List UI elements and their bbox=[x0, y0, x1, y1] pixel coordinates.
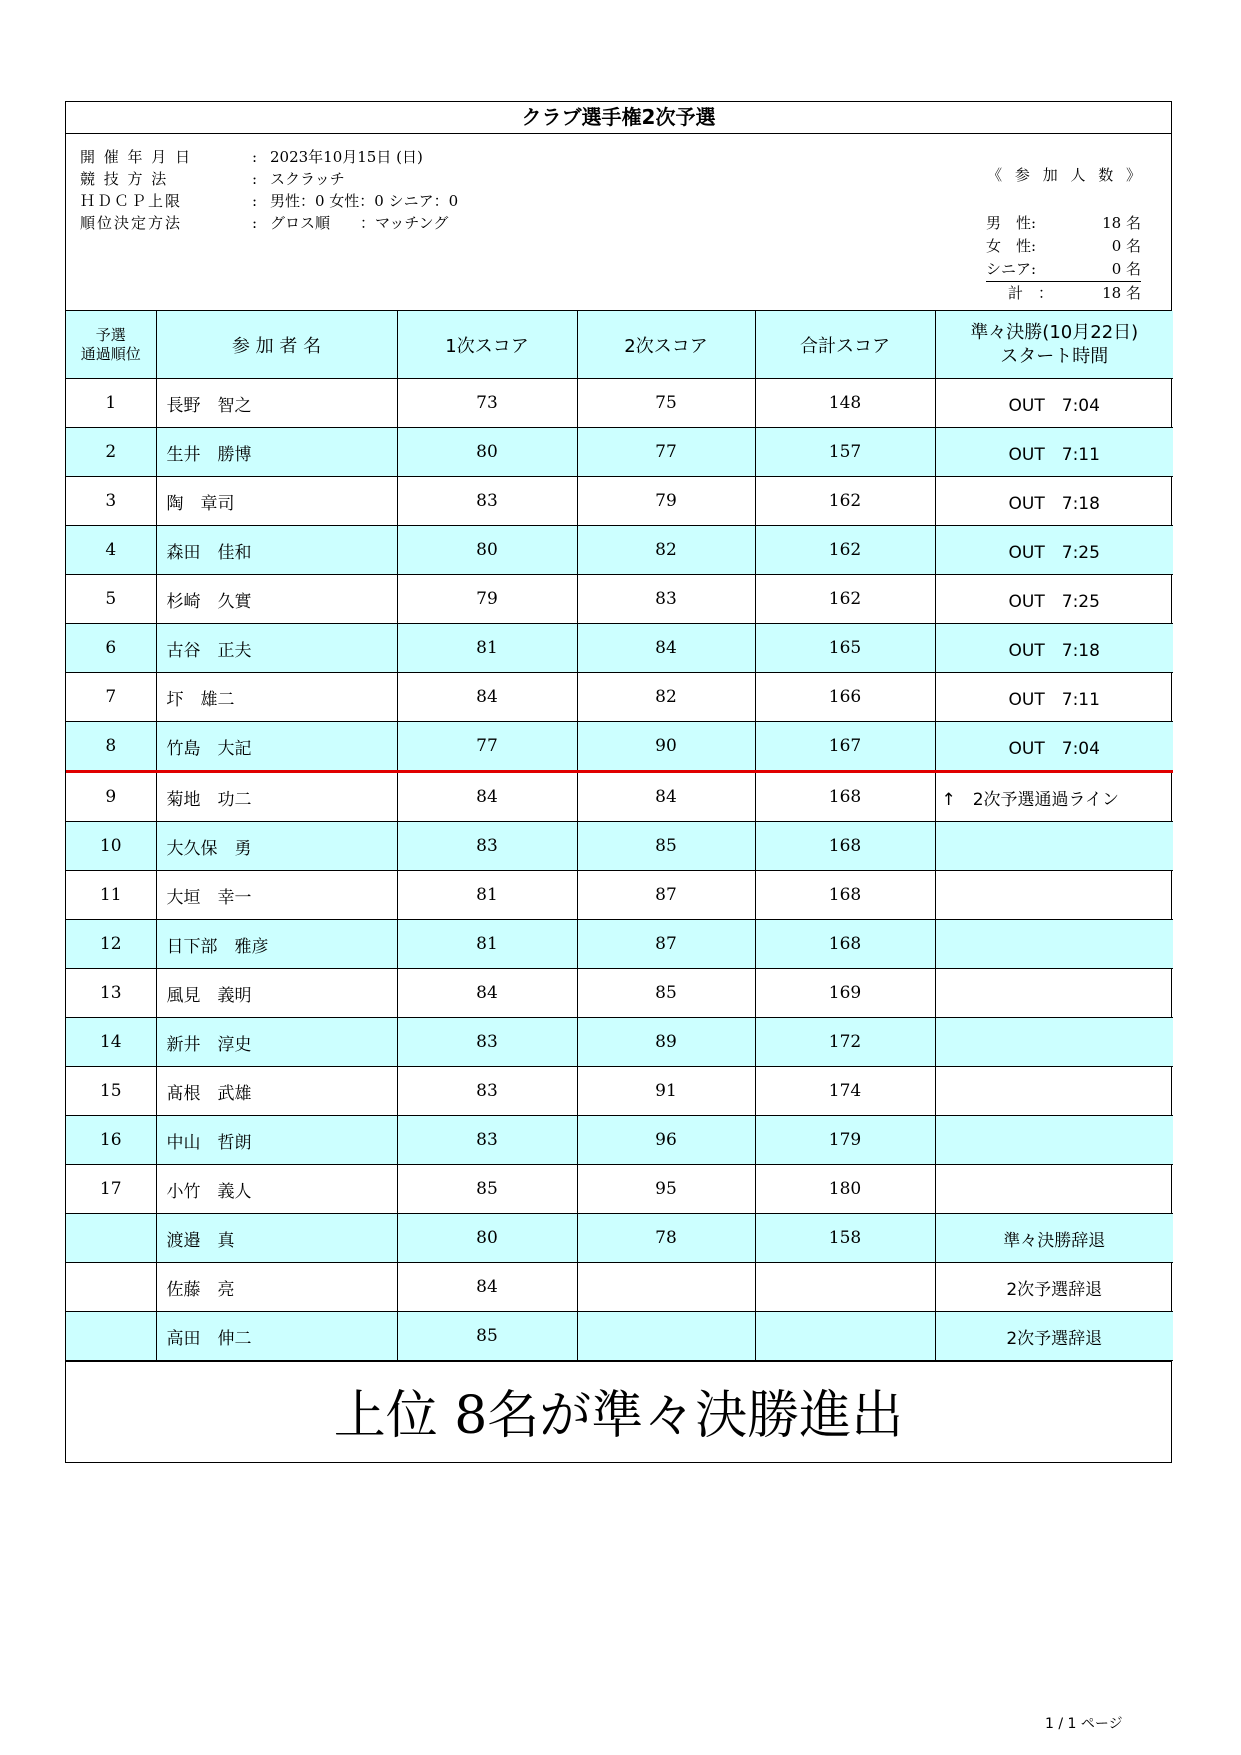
senior-value: 0 名 bbox=[1111, 260, 1141, 278]
total-header: 合計スコア bbox=[755, 311, 935, 379]
results-sheet bbox=[65, 101, 1172, 1463]
senior-count-row bbox=[986, 258, 1141, 281]
score1-cell: 77 bbox=[397, 722, 577, 772]
rank-cell: 17 bbox=[66, 1165, 156, 1214]
table-row bbox=[66, 624, 1173, 673]
separator: : bbox=[252, 214, 258, 232]
rank-cell: 14 bbox=[66, 1018, 156, 1067]
score1-cell: 83 bbox=[397, 1067, 577, 1116]
note-cell: 準々決勝辞退 bbox=[935, 1214, 1173, 1263]
score1-cell: 84 bbox=[397, 969, 577, 1018]
table-row bbox=[66, 379, 1173, 428]
score1-header: 1次スコア bbox=[397, 311, 577, 379]
table-row bbox=[66, 477, 1173, 526]
method-row bbox=[80, 168, 345, 190]
rank-cell: 10 bbox=[66, 822, 156, 871]
document-title: クラブ選手権2次予選 bbox=[66, 102, 1171, 134]
total-count-row bbox=[986, 281, 1141, 305]
senior-label: シニア: bbox=[986, 260, 1037, 278]
results-table bbox=[66, 311, 1173, 1361]
score2-cell: 77 bbox=[577, 428, 755, 477]
score2-cell: 87 bbox=[577, 920, 755, 969]
score2-cell: 85 bbox=[577, 969, 755, 1018]
date-value: 2023年10月15日 (日) bbox=[270, 148, 423, 166]
name-header: 参 加 者 名 bbox=[156, 311, 397, 379]
table-row bbox=[66, 871, 1173, 920]
name-cell: 風見 義明 bbox=[156, 969, 397, 1018]
table-row bbox=[66, 526, 1173, 575]
name-cell: 古谷 正夫 bbox=[156, 624, 397, 673]
rank-cell: 4 bbox=[66, 526, 156, 575]
note-cell: OUT 7:04 bbox=[935, 379, 1173, 428]
score1-cell: 80 bbox=[397, 1214, 577, 1263]
competition-info bbox=[66, 134, 1171, 311]
participant-count-heading: 《 参 加 人 数 》 bbox=[987, 166, 1145, 184]
method-value: スクラッチ bbox=[270, 170, 345, 188]
score1-cell: 83 bbox=[397, 477, 577, 526]
score2-cell: 82 bbox=[577, 526, 755, 575]
total-cell: 162 bbox=[755, 575, 935, 624]
note-cell: OUT 7:04 bbox=[935, 722, 1173, 772]
rank-cell: 15 bbox=[66, 1067, 156, 1116]
name-cell: 日下部 雅彦 bbox=[156, 920, 397, 969]
total-cell bbox=[755, 1312, 935, 1361]
name-cell: 小竹 義人 bbox=[156, 1165, 397, 1214]
table-row bbox=[66, 1116, 1173, 1165]
hdcp-label: ＨＤＣＰ上限 bbox=[80, 192, 183, 210]
hdcp-value: 男性：0 女性：0 シニア：0 bbox=[270, 192, 459, 210]
name-cell: 陶 章司 bbox=[156, 477, 397, 526]
score2-cell bbox=[577, 1312, 755, 1361]
score2-cell: 95 bbox=[577, 1165, 755, 1214]
table-row bbox=[66, 1263, 1173, 1312]
score1-cell: 85 bbox=[397, 1312, 577, 1361]
male-value: 18 名 bbox=[1102, 214, 1141, 232]
note-cell bbox=[935, 1116, 1173, 1165]
table-row bbox=[66, 722, 1173, 772]
note-cell: OUT 7:11 bbox=[935, 673, 1173, 722]
ranking-value: グロス順 ：マッチング bbox=[270, 214, 449, 232]
rank-cell: 6 bbox=[66, 624, 156, 673]
score2-cell: 87 bbox=[577, 871, 755, 920]
name-cell: 高田 伸二 bbox=[156, 1312, 397, 1361]
note-cell: OUT 7:18 bbox=[935, 624, 1173, 673]
separator: : bbox=[252, 170, 258, 188]
table-row bbox=[66, 772, 1173, 822]
total-cell: 166 bbox=[755, 673, 935, 722]
name-cell: 森田 佳和 bbox=[156, 526, 397, 575]
total-cell: 168 bbox=[755, 871, 935, 920]
total-cell bbox=[755, 1263, 935, 1312]
table-row bbox=[66, 673, 1173, 722]
score2-cell: 82 bbox=[577, 673, 755, 722]
name-cell: 渡邉 真 bbox=[156, 1214, 397, 1263]
male-count-row bbox=[986, 212, 1141, 235]
score2-cell: 96 bbox=[577, 1116, 755, 1165]
start-time-header bbox=[935, 311, 1173, 379]
rank-cell bbox=[66, 1214, 156, 1263]
advancement-banner: 上位 8名が準々決勝進出 bbox=[66, 1361, 1171, 1470]
separator: : bbox=[252, 148, 258, 166]
score2-cell: 79 bbox=[577, 477, 755, 526]
score1-cell: 79 bbox=[397, 575, 577, 624]
total-cell: 174 bbox=[755, 1067, 935, 1116]
total-value: 18 名 bbox=[1102, 284, 1141, 302]
table-row bbox=[66, 428, 1173, 477]
table-row bbox=[66, 1214, 1173, 1263]
name-cell: 佐藤 亮 bbox=[156, 1263, 397, 1312]
table-row bbox=[66, 575, 1173, 624]
method-label: 競 技 方 法 bbox=[80, 170, 169, 188]
total-cell: 169 bbox=[755, 969, 935, 1018]
date-row bbox=[80, 146, 423, 168]
participant-counts bbox=[986, 212, 1141, 305]
rank-cell: 5 bbox=[66, 575, 156, 624]
total-label: 計 ： bbox=[1008, 284, 1054, 302]
female-count-row bbox=[986, 235, 1141, 258]
total-cell: 148 bbox=[755, 379, 935, 428]
score2-cell: 78 bbox=[577, 1214, 755, 1263]
total-cell: 167 bbox=[755, 722, 935, 772]
total-cell: 162 bbox=[755, 526, 935, 575]
name-cell: 大久保 勇 bbox=[156, 822, 397, 871]
rank-header-line1: 予選 bbox=[95, 325, 126, 344]
score1-cell: 84 bbox=[397, 673, 577, 722]
score1-cell: 80 bbox=[397, 428, 577, 477]
score2-cell: 84 bbox=[577, 772, 755, 822]
table-row bbox=[66, 969, 1173, 1018]
table-row bbox=[66, 822, 1173, 871]
score2-cell: 75 bbox=[577, 379, 755, 428]
table-header-row bbox=[66, 311, 1173, 379]
score1-cell: 84 bbox=[397, 772, 577, 822]
name-cell: 新井 淳史 bbox=[156, 1018, 397, 1067]
start-header-line1: 準々決勝(10月22日) bbox=[970, 321, 1139, 343]
total-cell: 168 bbox=[755, 920, 935, 969]
table-row bbox=[66, 920, 1173, 969]
score2-cell: 91 bbox=[577, 1067, 755, 1116]
page-number: 1 / 1 ページ bbox=[1045, 1716, 1123, 1732]
score2-cell: 85 bbox=[577, 822, 755, 871]
rank-cell: 13 bbox=[66, 969, 156, 1018]
rank-cell: 9 bbox=[66, 772, 156, 822]
results-body bbox=[66, 379, 1173, 1361]
male-label: 男 性: bbox=[986, 214, 1037, 232]
ranking-label: 順位決定方法 bbox=[80, 214, 183, 232]
rank-cell bbox=[66, 1312, 156, 1361]
rank-cell: 8 bbox=[66, 722, 156, 772]
table-row bbox=[66, 1312, 1173, 1361]
score2-cell: 84 bbox=[577, 624, 755, 673]
name-cell: 髙根 武雄 bbox=[156, 1067, 397, 1116]
note-cell bbox=[935, 920, 1173, 969]
score1-cell: 83 bbox=[397, 822, 577, 871]
separator: : bbox=[252, 192, 258, 210]
name-cell: 圷 雄二 bbox=[156, 673, 397, 722]
total-cell: 168 bbox=[755, 772, 935, 822]
name-cell: 生井 勝博 bbox=[156, 428, 397, 477]
rank-cell: 16 bbox=[66, 1116, 156, 1165]
note-cell bbox=[935, 871, 1173, 920]
score1-cell: 73 bbox=[397, 379, 577, 428]
hdcp-row bbox=[80, 190, 458, 212]
total-cell: 179 bbox=[755, 1116, 935, 1165]
note-cell: OUT 7:11 bbox=[935, 428, 1173, 477]
score2-header: 2次スコア bbox=[577, 311, 755, 379]
note-cell: OUT 7:25 bbox=[935, 526, 1173, 575]
date-label: 開 催 年 月 日 bbox=[80, 148, 193, 166]
score1-cell: 83 bbox=[397, 1018, 577, 1067]
rank-cell: 1 bbox=[66, 379, 156, 428]
score1-cell: 83 bbox=[397, 1116, 577, 1165]
note-cell: 2次予選辞退 bbox=[935, 1263, 1173, 1312]
rank-cell: 11 bbox=[66, 871, 156, 920]
score1-cell: 81 bbox=[397, 624, 577, 673]
note-cell bbox=[935, 1018, 1173, 1067]
total-cell: 165 bbox=[755, 624, 935, 673]
table-row bbox=[66, 1067, 1173, 1116]
total-cell: 168 bbox=[755, 822, 935, 871]
total-cell: 172 bbox=[755, 1018, 935, 1067]
score1-cell: 80 bbox=[397, 526, 577, 575]
score2-cell: 90 bbox=[577, 722, 755, 772]
total-cell: 180 bbox=[755, 1165, 935, 1214]
table-row bbox=[66, 1165, 1173, 1214]
note-cell: ↑ 2次予選通過ライン bbox=[935, 772, 1173, 822]
score1-cell: 84 bbox=[397, 1263, 577, 1312]
rank-header-line2: 通過順位 bbox=[80, 344, 141, 363]
rank-header bbox=[66, 311, 156, 379]
female-label: 女 性: bbox=[986, 237, 1037, 255]
name-cell: 大垣 幸一 bbox=[156, 871, 397, 920]
rank-cell: 12 bbox=[66, 920, 156, 969]
name-cell: 長野 智之 bbox=[156, 379, 397, 428]
rank-cell bbox=[66, 1263, 156, 1312]
score2-cell bbox=[577, 1263, 755, 1312]
total-cell: 157 bbox=[755, 428, 935, 477]
name-cell: 菊地 功二 bbox=[156, 772, 397, 822]
table-row bbox=[66, 1018, 1173, 1067]
note-cell bbox=[935, 822, 1173, 871]
note-cell bbox=[935, 969, 1173, 1018]
note-cell bbox=[935, 1067, 1173, 1116]
score2-cell: 89 bbox=[577, 1018, 755, 1067]
rank-cell: 2 bbox=[66, 428, 156, 477]
score1-cell: 85 bbox=[397, 1165, 577, 1214]
name-cell: 竹島 大記 bbox=[156, 722, 397, 772]
rank-cell: 3 bbox=[66, 477, 156, 526]
rank-cell: 7 bbox=[66, 673, 156, 722]
total-cell: 158 bbox=[755, 1214, 935, 1263]
score1-cell: 81 bbox=[397, 920, 577, 969]
total-cell: 162 bbox=[755, 477, 935, 526]
note-cell bbox=[935, 1165, 1173, 1214]
note-cell: OUT 7:18 bbox=[935, 477, 1173, 526]
ranking-row bbox=[80, 212, 448, 234]
name-cell: 杉崎 久實 bbox=[156, 575, 397, 624]
note-cell: 2次予選辞退 bbox=[935, 1312, 1173, 1361]
female-value: 0 名 bbox=[1111, 237, 1141, 255]
start-header-line2: スタート時間 bbox=[1000, 345, 1109, 367]
name-cell: 中山 哲朗 bbox=[156, 1116, 397, 1165]
score1-cell: 81 bbox=[397, 871, 577, 920]
note-cell: OUT 7:25 bbox=[935, 575, 1173, 624]
score2-cell: 83 bbox=[577, 575, 755, 624]
